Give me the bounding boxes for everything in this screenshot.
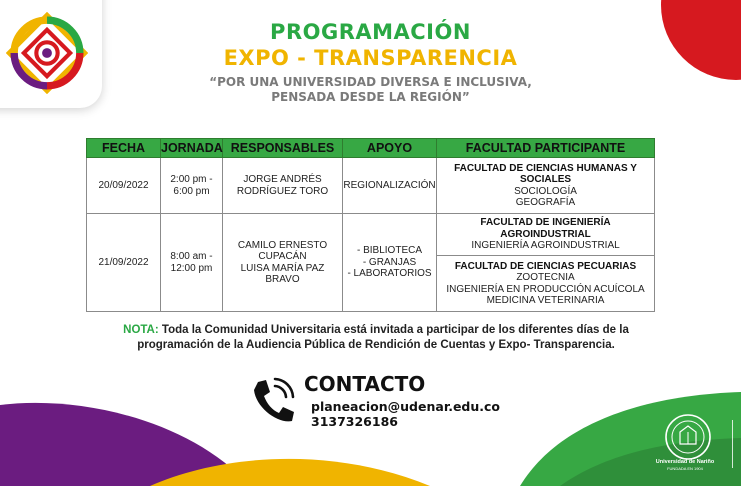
slogan-line-1: “POR UNA UNIVERSIDAD DIVERSA E INCLUSIVA,: [209, 75, 532, 89]
cell-apoyo: REGIONALIZACIÓN: [343, 158, 437, 214]
footer-divider: [732, 420, 733, 468]
page-title: PROGRAMACIÓN: [270, 20, 471, 44]
page-subtitle-title: EXPO - TRANSPARENCIA: [223, 46, 518, 70]
cell-responsables: JORGE ANDRÉS RODRÍGUEZ TORO: [223, 158, 343, 214]
cell-fecha: 21/09/2022: [87, 214, 161, 312]
program-name: SOCIOLOGÍA: [514, 185, 577, 197]
faculty-title: FACULTAD DE CIENCIAS PECUARIAS: [454, 260, 637, 272]
note-text: Toda la Comunidad Universitaria está invitada a participar de los diferentes días de la programación de la Audiencia Pública de Rendición de Cuentas y Expo- Transparencia.: [137, 324, 629, 351]
responsible-name: LUISA MARÍA PAZ BRAVO: [240, 262, 325, 285]
phone-icon: [248, 376, 296, 426]
program-name: MEDICINA VETERINARIA: [486, 295, 605, 306]
responsible-name: CAMILO ERNESTO CUPACÁN: [237, 239, 328, 262]
university-founded: FUNDADA EN 1904: [667, 466, 703, 471]
faculty-title: FACULTAD DE INGENIERÍA AGROINDUSTRIAL: [480, 217, 611, 240]
cell-fecha: 20/09/2022: [87, 158, 161, 214]
support-item: - GRANJAS: [362, 256, 417, 268]
program-name: GEOGRAFÍA: [515, 197, 576, 208]
column-header-fecha: FECHA: [87, 139, 161, 158]
column-header-apoyo: APOYO: [343, 139, 437, 158]
slogan-line-2: PENSADA DESDE LA REGIÓN”: [271, 90, 470, 104]
program-name: ZOOTECNIA: [516, 272, 575, 283]
support-item: - BIBLIOTECA: [356, 245, 422, 257]
cell-jornada: 8:00 am - 12:00 pm: [161, 214, 223, 312]
contact-email[interactable]: planeacion@udenar.edu.co: [311, 399, 501, 414]
contact-phone[interactable]: 3137326186: [311, 414, 398, 429]
program-name: INGENIERÍA AGROINDUSTRIAL: [471, 240, 620, 252]
column-header-facultad: FACULTAD PARTICIPANTE: [437, 139, 655, 158]
program-name: INGENIERÍA EN PRODUCCIÓN ACUÍCOLA: [446, 283, 645, 295]
cell-jornada: 2:00 pm - 6:00 pm: [161, 158, 223, 214]
support-item: - LABORATORIOS: [347, 268, 432, 280]
faculty-title: FACULTAD DE CIENCIAS HUMANAS Y SOCIALES: [454, 162, 637, 185]
note-label: NOTA:: [123, 324, 159, 336]
column-header-jornada: JORNADA: [161, 139, 223, 158]
contact-heading: CONTACTO: [304, 372, 426, 396]
column-header-responsables: RESPONSABLES: [223, 139, 343, 158]
university-name: Universidad de Nariño: [655, 459, 715, 465]
